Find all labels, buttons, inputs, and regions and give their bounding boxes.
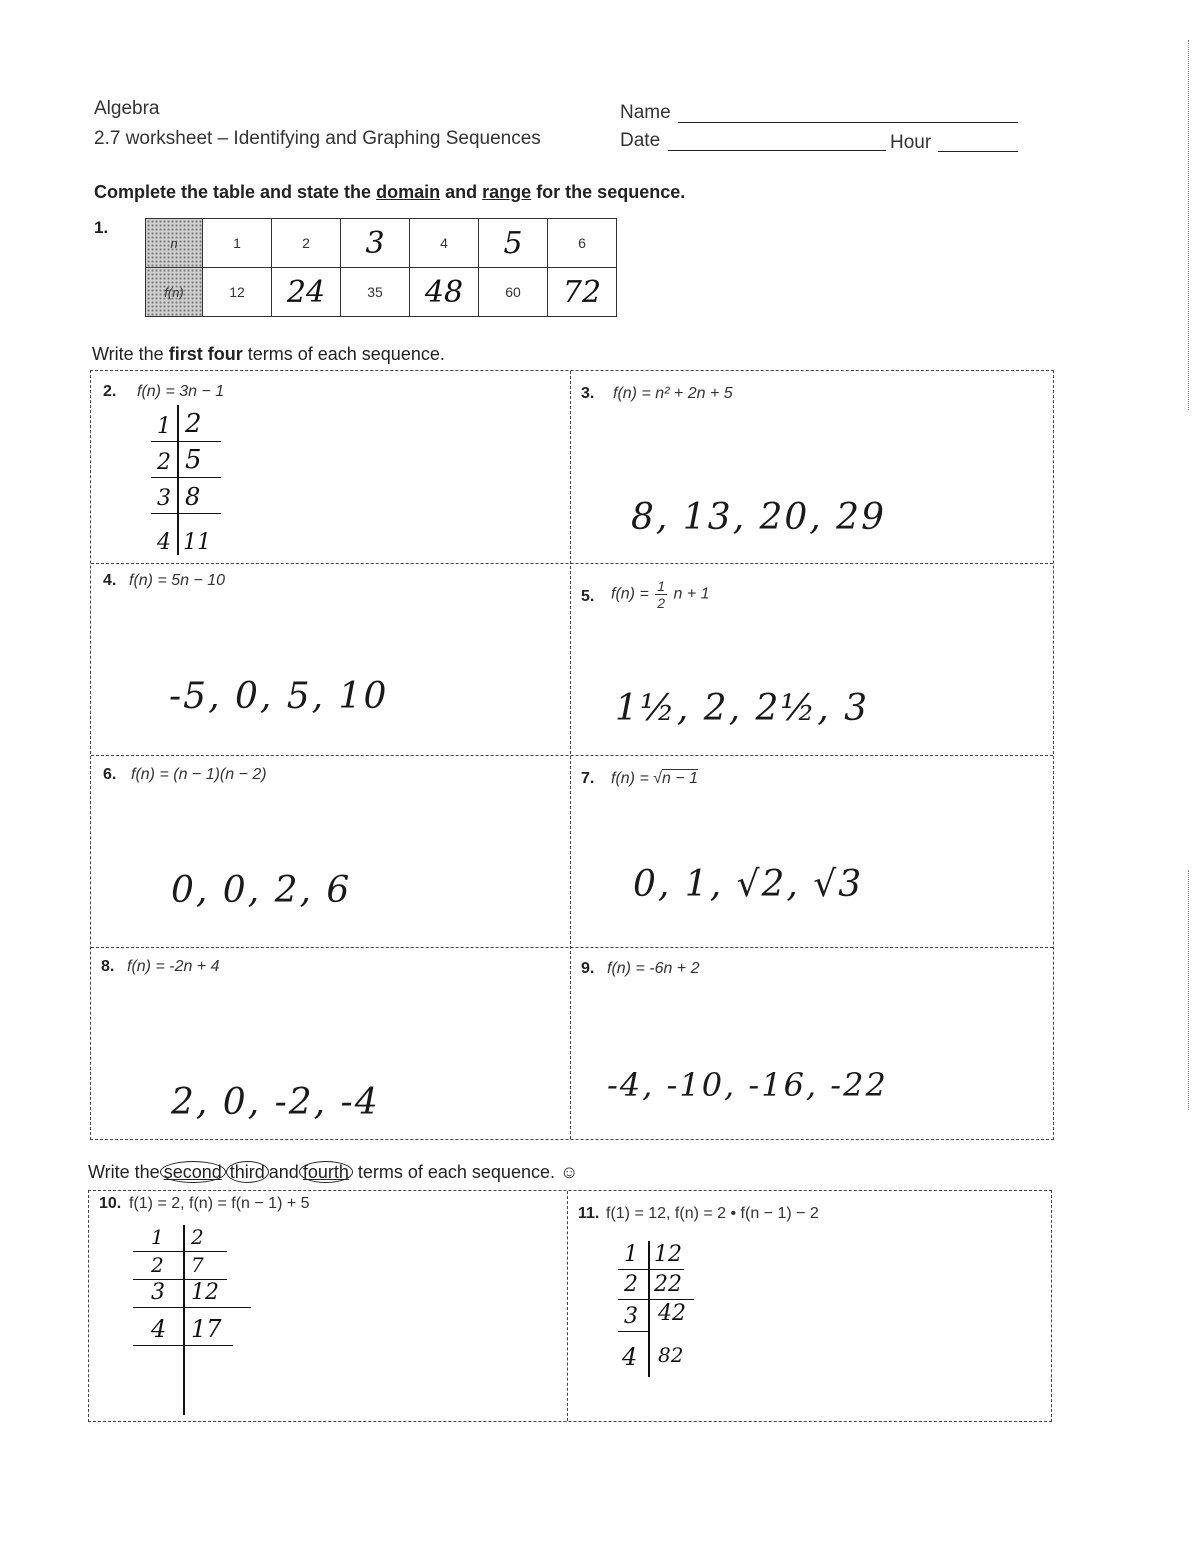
t-chart-f: 8 (185, 483, 201, 511)
scan-edge-marks (1188, 40, 1189, 410)
equation-part: f(n) = (611, 585, 649, 603)
problem-equation: f(n) = (n − 1)(n − 2) (131, 766, 267, 783)
problem-cell (568, 1191, 1051, 1421)
handwritten-cell[interactable]: 3 (341, 219, 410, 268)
t-chart-row (133, 1253, 227, 1280)
handwritten-answer[interactable]: 2, 0, -2, -4 (171, 1082, 380, 1123)
t-chart-row (618, 1303, 648, 1332)
domain-word: domain (376, 182, 441, 202)
table-cell: 6 (548, 219, 617, 268)
problem-cell (91, 371, 570, 563)
t-chart (133, 1225, 253, 1415)
problem-number: 6. (103, 766, 117, 783)
t-chart-n: 2 (157, 450, 171, 475)
t-chart-f: 12 (191, 1280, 219, 1305)
problem-number: 11. (578, 1205, 600, 1222)
problem-number: 1. (94, 218, 109, 237)
fourth-word: fourth (299, 1161, 353, 1183)
fraction (655, 578, 667, 611)
t-chart-n: 3 (157, 486, 171, 511)
t-chart-n: 3 (624, 1304, 638, 1329)
handwritten-answer[interactable]: -4, -10, -16, -22 (607, 1066, 888, 1104)
instruction-text: Write the (88, 1162, 160, 1182)
table-cell: 12 (203, 268, 272, 317)
instruction-text: for the sequence. (536, 182, 686, 202)
third-word: third (226, 1161, 269, 1183)
problem-number: 2. (103, 383, 117, 400)
row-label-f: f(n) (146, 268, 203, 317)
t-chart (151, 405, 231, 555)
emphasis-text: first four (168, 344, 243, 364)
problem-number: 9. (581, 960, 595, 977)
problems-grid (90, 370, 1054, 1140)
handwritten-cell[interactable]: 48 (410, 268, 479, 317)
problem-equation (611, 578, 710, 611)
problem-cell (571, 564, 1053, 756)
table-cell: 60 (479, 268, 548, 317)
problem-number: 3. (581, 385, 595, 402)
instruction-text: Write the (92, 344, 164, 364)
t-chart-n: 1 (157, 414, 171, 439)
t-chart-row (151, 447, 221, 478)
t-chart-row (618, 1271, 694, 1300)
handwritten-answer[interactable]: -5, 0, 5, 10 (169, 676, 389, 717)
t-chart (618, 1241, 738, 1391)
problem-equation: f(1) = 2, f(n) = f(n − 1) + 5 (129, 1195, 310, 1212)
t-chart-f: 12 (654, 1242, 682, 1267)
t-chart-n: 4 (157, 530, 171, 555)
handwritten-answer[interactable]: 0, 1, √2, √3 (633, 864, 864, 905)
t-chart-row (133, 1281, 251, 1308)
problem-number: 7. (581, 770, 595, 787)
date-line[interactable] (668, 150, 886, 151)
and-word: and (268, 1162, 299, 1182)
problem-cell (91, 756, 570, 948)
t-chart-row (151, 525, 221, 555)
problem-number: 8. (101, 958, 115, 975)
problem-number: 10. (99, 1195, 122, 1212)
problem-equation: f(n) = -6n + 2 (607, 960, 700, 977)
name-label: Name (620, 102, 671, 123)
t-chart-f: 5 (185, 445, 202, 475)
hour-label: Hour (890, 132, 932, 153)
range-word: range (482, 182, 532, 202)
problem-equation: f(n) = n² + 2n + 5 (613, 385, 733, 402)
equation-part: n + 1 (673, 585, 710, 603)
section3-instruction (88, 1162, 578, 1183)
problem-equation: f(n) = -2n + 4 (127, 958, 220, 975)
problem-equation (611, 770, 698, 788)
sequence-table (145, 218, 617, 317)
hour-line[interactable] (938, 151, 1018, 152)
handwritten-cell[interactable]: 72 (548, 268, 617, 317)
handwritten-answer[interactable]: 1½, 2, 2½, 3 (615, 688, 870, 729)
t-chart-n: 4 (151, 1315, 167, 1343)
recursive-grid (88, 1190, 1052, 1422)
problem-cell (91, 564, 570, 756)
scan-edge-marks (1188, 870, 1189, 1110)
date-label: Date (620, 130, 661, 151)
instruction-text: terms of each sequence. (247, 344, 445, 364)
radicand: n − 1 (662, 770, 699, 787)
problem-cell (571, 371, 1053, 563)
table-row-f (146, 268, 617, 317)
course-name: Algebra (94, 98, 160, 119)
equation-part: f(n) = √ (611, 770, 663, 787)
table-cell: 2 (272, 219, 341, 268)
section1-instruction (94, 182, 685, 203)
t-chart-row (133, 1225, 227, 1252)
problem-cell (571, 948, 1053, 1140)
t-chart-f: 2 (185, 409, 202, 439)
t-chart-row (618, 1241, 684, 1270)
t-chart-n: 1 (624, 1242, 638, 1267)
section2-instruction (92, 344, 445, 365)
t-chart-f: 42 (658, 1301, 686, 1326)
second-word: second (160, 1161, 226, 1183)
table-cell: 35 (341, 268, 410, 317)
t-chart-f: 22 (654, 1272, 682, 1297)
fraction-numerator: 1 (657, 578, 666, 594)
problem-equation: f(n) = 3n − 1 (137, 383, 225, 400)
t-chart-n: 4 (622, 1343, 638, 1371)
name-line[interactable] (678, 122, 1018, 123)
t-chart-f: 11 (183, 530, 211, 555)
t-chart-f: 17 (191, 1315, 222, 1343)
t-chart-n: 1 (151, 1225, 164, 1249)
t-chart-n: 2 (151, 1253, 164, 1277)
worksheet-title: 2.7 worksheet – Identifying and Graphing Sequences (94, 128, 541, 149)
handwritten-cell[interactable]: 5 (479, 219, 548, 268)
problem-cell (91, 948, 570, 1140)
problem-cell (89, 1191, 567, 1421)
table-row-n (146, 219, 617, 268)
fraction-denominator: 2 (657, 595, 666, 611)
instruction-text: terms of each sequence. ☺ (357, 1162, 579, 1182)
and-word: and (445, 182, 478, 202)
problem-equation: f(n) = 5n − 10 (129, 572, 226, 589)
handwritten-answer[interactable]: 0, 0, 2, 6 (171, 870, 352, 911)
t-chart-row (133, 1315, 233, 1346)
row-label-n: n (146, 219, 203, 268)
problem-number: 5. (581, 588, 595, 605)
table-cell: 4 (410, 219, 479, 268)
problem-equation: f(1) = 12, f(n) = 2 • f(n − 1) − 2 (606, 1205, 819, 1222)
t-chart-f: 82 (658, 1343, 684, 1367)
handwritten-cell[interactable]: 24 (272, 268, 341, 317)
problem-number: 4. (103, 572, 117, 589)
t-chart-f: 7 (191, 1253, 204, 1277)
t-chart-row (151, 483, 221, 514)
t-chart-n: 3 (151, 1280, 165, 1305)
handwritten-answer[interactable]: 8, 13, 20, 29 (631, 497, 886, 538)
t-chart-f: 2 (191, 1225, 204, 1249)
instruction-text: Complete the table and state the (94, 182, 372, 202)
t-chart-row (151, 411, 221, 442)
table-cell: 1 (203, 219, 272, 268)
problem-cell (571, 756, 1053, 948)
t-chart-n: 2 (624, 1272, 638, 1297)
